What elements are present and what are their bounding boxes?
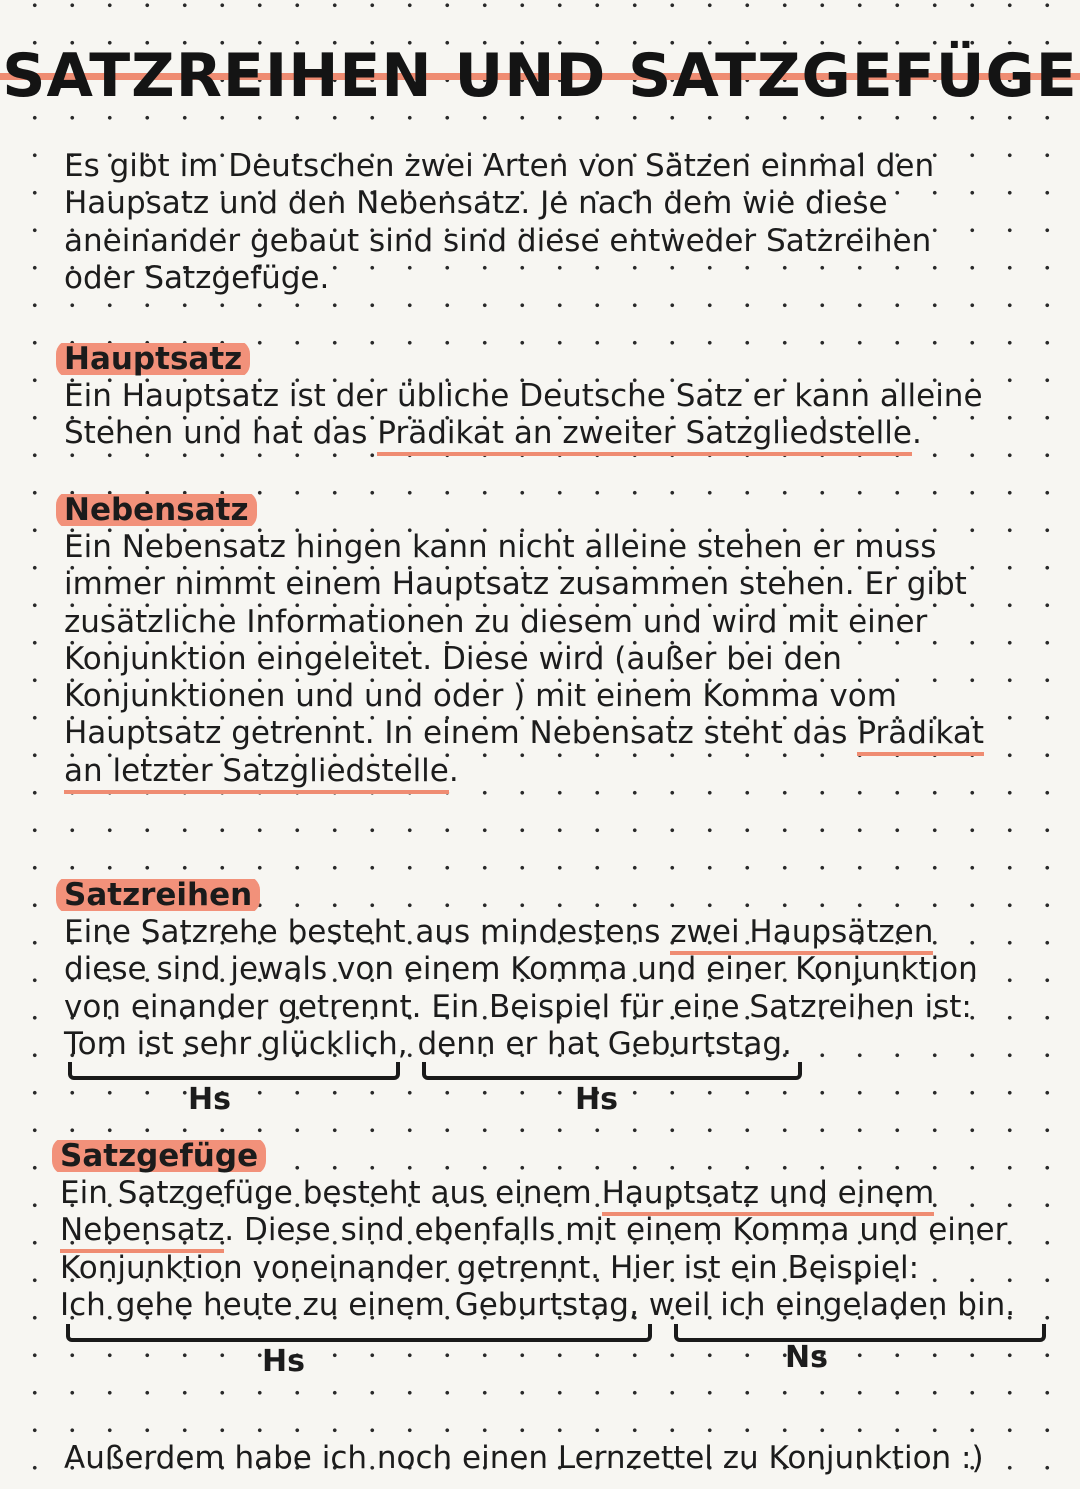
heading-satzgefuege: Satzgefüge bbox=[52, 1137, 266, 1175]
page-title: SATZREIHEN UND SATZGEFÜGE bbox=[2, 41, 1078, 111]
underlined-phrase: an letzter Satzgliedstelle bbox=[64, 753, 449, 794]
text-segment: Eine Satzrehe besteht aus mindestens bbox=[64, 914, 671, 950]
underlined-phrase: Nebensatz bbox=[60, 1212, 224, 1253]
text-line bbox=[64, 415, 1024, 452]
text-segment: Stehen und hat das bbox=[64, 415, 378, 452]
text-line: Ein Nebensatz hingen kann nicht alleine stehen er muss bbox=[64, 529, 937, 565]
section-nebensatz bbox=[64, 491, 1024, 790]
intro-line: Es gibt im Deutschen zwei Arten von Sätzen einmal den bbox=[64, 148, 935, 184]
section-satzreihen bbox=[64, 876, 1024, 1063]
intro-line: oder Satzgefüge. bbox=[64, 259, 330, 296]
hauptsatz-text bbox=[64, 378, 1024, 453]
bracket-main-clause-1 bbox=[68, 1062, 400, 1080]
text-segment: . bbox=[448, 752, 459, 789]
label-hs: Hs bbox=[262, 1344, 305, 1379]
label-ns: Ns bbox=[785, 1340, 828, 1375]
section-hauptsatz bbox=[64, 340, 1024, 453]
text-segment: . Diese sind ebenfalls mit einem Komma und einer bbox=[224, 1212, 1008, 1249]
footer-note bbox=[64, 1440, 1024, 1477]
section-satzgefuege bbox=[60, 1137, 1020, 1324]
satzgefuege-text bbox=[60, 1175, 1020, 1324]
text-segment: Ein Satzgefüge besteht aus einem bbox=[60, 1175, 602, 1211]
text-line bbox=[60, 1212, 1020, 1249]
satzreihen-text bbox=[64, 914, 1024, 1063]
underlined-phrase: Hauptsatz und einem bbox=[602, 1175, 935, 1216]
underlined-phrase: Prädikat an zweiter Satzgliedstelle bbox=[377, 415, 912, 456]
text-line: von einander getrennt. Ein Beispiel für eine Satzreihen ist: bbox=[64, 988, 972, 1025]
bracket-subordinate-clause bbox=[674, 1324, 1046, 1342]
text-line: diese sind jewals von einem Komma und einer Konjunktion bbox=[64, 951, 978, 988]
text-line: Konjunktion voneinander getrennt. Hier ist ein Beispiel: bbox=[60, 1249, 920, 1286]
text-line: Ein Hauptsatz ist der übliche Deutsche Satz er kann alleine bbox=[64, 378, 983, 414]
heading-hauptsatz: Hauptsatz bbox=[56, 340, 250, 378]
text-segment: . bbox=[911, 415, 922, 452]
underlined-phrase: zwei Haupsätzen bbox=[670, 914, 933, 955]
text-line bbox=[60, 1175, 1020, 1212]
label-hs: Hs bbox=[575, 1082, 618, 1117]
text-line bbox=[64, 715, 1024, 752]
intro-paragraph bbox=[64, 148, 1024, 297]
example-sentence: Tom ist sehr glücklich, denn er hat Geburtstag. bbox=[64, 1025, 792, 1062]
example-sentence: Ich gehe heute zu einem Geburtstag, weil ich eingeladen bin. bbox=[60, 1286, 1016, 1323]
nebensatz-text bbox=[64, 529, 1024, 790]
heading-satzreihen: Satzreihen bbox=[56, 876, 260, 914]
intro-line: Haupsatz und den Nebensatz. Je nach dem wie diese bbox=[64, 185, 888, 222]
text-line: Konjunktionen und und oder ) mit einem Komma vom bbox=[64, 678, 897, 715]
underlined-phrase: Prädikat bbox=[857, 715, 984, 756]
intro-line: aneinander gebaut sind sind diese entweder Satzreihen bbox=[64, 222, 932, 259]
text-segment: Hauptsatz getrennt. In einem Nebensatz steht das bbox=[64, 715, 858, 752]
text-line: Konjunktion eingeleitet. Diese wird (außer bei den bbox=[64, 640, 842, 677]
text-line: immer nimmt einem Hauptsatz zusammen stehen. Er gibt bbox=[64, 566, 967, 603]
footer-text: Außerdem habe ich noch einen Lernzettel zu Konjunktion :) bbox=[64, 1440, 984, 1476]
bracket-main-clause-2 bbox=[422, 1062, 802, 1080]
heading-nebensatz: Nebensatz bbox=[56, 491, 257, 529]
bracket-main-clause bbox=[66, 1324, 652, 1342]
text-line bbox=[64, 753, 1024, 790]
text-line bbox=[64, 914, 1024, 951]
label-hs: Hs bbox=[188, 1082, 231, 1117]
text-line: zusätzliche Informationen zu diesem und wird mit einer bbox=[64, 603, 928, 640]
